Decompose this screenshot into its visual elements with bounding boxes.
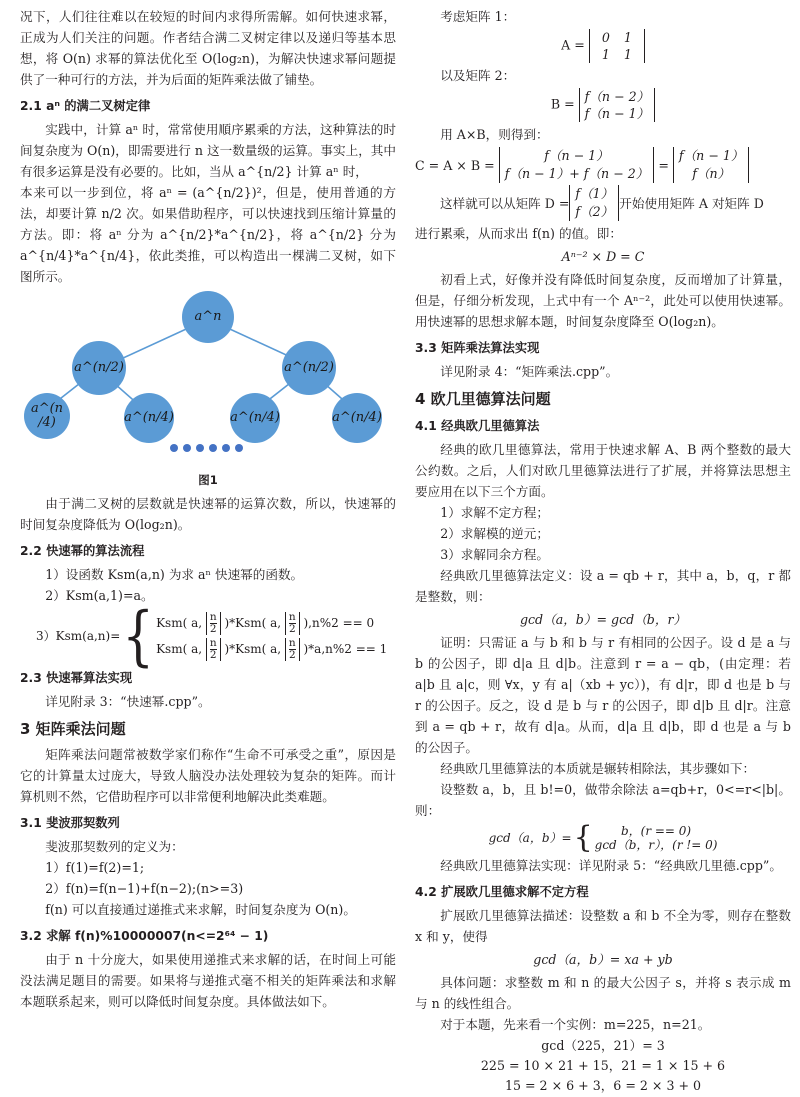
matrix-product-label: 用 A×B，则得到： xyxy=(440,127,549,142)
matrix-b-equation: B = f（n − 2） f（n − 1） xyxy=(415,88,791,122)
ksm-case-odd: Ksm( a, $\frac{n}{2} )*Ksm$( a, $\frac{n}{2} )*a,n\%2 == 1$ xyxy=(156,637,388,661)
ext-euclid-problem: 具体问题：求整数 m 和 n 的最大公因子 s，并将 s 表示成 m 与 n 的线性组合。 xyxy=(415,975,791,1011)
section-3-paragraph: 矩阵乘法问题常被数学家们称作“生命不可承受之重”，原因是它的计算量太过庞大，导致人脑没办法处理较为复杂的矩阵。而计算机则不然，它借助程序可以非常便利地解决此类难题。 xyxy=(20,747,396,804)
euclid-essence: 经典欧几里德算法的本质就是辗转相除法，其步骤如下： xyxy=(440,761,756,776)
matrix-d: f（1） f（2） xyxy=(569,185,619,221)
figure-caption: 图1 xyxy=(198,473,218,487)
euclid-proof: 证明：只需证 a 与 b 和 b 与 r 有相同的公因子。设 d 是 a 与 b 的公因子，即 d|a 且 d|b。注意到 r = a − qb，(由定理：若 a|b 且 a|c，则 ∀x，y 有 a|（xb + yc）)，有 d|r，即 d 也是 b 与 r 的公因子。反之，设 d 是 b 与 r 的公因子，即 d|b 且 d|r。注意到 a = qb + r，故有 d|a。从而，d|a 且 d|b，即 d 也是 a 与 b 的公因子。 xyxy=(415,635,791,755)
section-4-1-paragraph: 经典的欧几里德算法，常用于快速求解 A、B 两个整数的最大公约数。之后，人们对欧几里德算法进行了扩展，并将算法思想主要应用在以下三个方面。 xyxy=(415,442,791,499)
euclid-implementation: 经典欧几里德算法实现：详见附录 5：“经典欧几里德.cpp”。 xyxy=(440,858,782,873)
tree-node-right: a^(n/2) xyxy=(282,341,336,395)
fibonacci-rule-2: 2）f(n)=f(n−1)+f(n−2);(n>=3) xyxy=(45,881,244,896)
ksm-step-1: 1）设函数 Ksm(a,n) 为求 aⁿ 快速幂的函数。 xyxy=(45,567,304,582)
tree-leaf-1: a^(n /4) xyxy=(24,393,70,439)
section-2-3-heading: 2.3 快速幂算法实现 xyxy=(20,671,133,685)
euclid-definition: 经典欧几里德算法定义：设 a = qb + r，其中 a，b，q，r 都是整数，则： xyxy=(415,568,791,604)
section-2-2-heading: 2.2 快速幂的算法流程 xyxy=(20,544,145,558)
euclid-steps: 设整数 a，b，且 b!=0，做带余除法 a=qb+r，0<=r<|b|。则： xyxy=(415,782,791,818)
section-3-1-heading: 3.1 斐波那契数列 xyxy=(20,816,120,830)
section-2-3-paragraph: 详见附录 3：“快速幂.cpp”。 xyxy=(45,694,211,709)
example-step-2: 15 = 2 × 6 + 3，6 = 2 × 3 + 0 xyxy=(504,1078,702,1093)
fibonacci-complexity: f(n) 可以直接通过递推式来求解，时间复杂度为 O(n)。 xyxy=(45,902,356,917)
section-3-heading: 3 矩阵乘法问题 xyxy=(20,720,126,738)
ksm-step-3-label: 3）Ksm(a,n)= xyxy=(36,628,121,643)
application-2: 2）求解模的逆元； xyxy=(440,526,549,541)
matrix-a-equation: A = 0 1 1 1 xyxy=(415,29,791,63)
matrix-d-line: 这样就可以从矩阵 D = f（1） f（2） 开始使用矩阵 A 对矩阵 D xyxy=(440,186,764,219)
section-3-3-paragraph: 详见附录 4：“矩阵乘法.cpp”。 xyxy=(440,364,619,379)
tree-leaf-3: a^(n/4) xyxy=(230,393,280,443)
ext-euclid-example: 对于本题，先来看一个实例：m=225，n=21。 xyxy=(440,1017,711,1032)
example-step-1: 225 = 10 × 21 + 15，21 = 1 × 15 + 6 xyxy=(480,1058,726,1073)
section-3-2-heading: 3.2 求解 f(n)%10000007(n<=2⁶⁴ − 1) xyxy=(20,929,269,943)
tree-root-node: a^n xyxy=(182,291,234,343)
application-1: 1）求解不定方程； xyxy=(440,505,549,520)
matrix-1-label: 考虑矩阵 1： xyxy=(440,9,516,24)
application-3: 3）求解同余方程。 xyxy=(440,547,549,562)
section-3-3-heading: 3.3 矩阵乘法算法实现 xyxy=(415,341,540,355)
example-gcd: gcd（225，21）= 3 xyxy=(541,1038,665,1053)
gcd-equation: gcd（a，b）= gcd（b，r） xyxy=(519,612,687,627)
matrix-c-expanded: f（n − 1） f（n − 1）+ f（n − 2） xyxy=(499,147,655,183)
matrix-2-label: 以及矩阵 2： xyxy=(440,68,516,83)
matrix-a: 0 1 1 1 xyxy=(589,29,645,63)
fibonacci-def: 斐波那契数列的定义为： xyxy=(45,839,184,854)
section-2-1-paragraph-2: 本来可以一步到位，将 aⁿ = (a^{n/2})²，但是，使用普通的方法，却要计算 n/2 次。如果借助程序，可以快速找到压缩计算量的方法。即：将 aⁿ 分为 a^{n/2}*a^{n/2}，将 a^{n/2} 分为 a^{n/4}*a^{n/4}，依此类推，可以构造出一棵满二叉树，如下图所示。 xyxy=(20,185,396,284)
section-2-1-paragraph-1: 实践中，计算 aⁿ 时，常常使用順序累乘的方法，这种算法的时间复杂度为 O(n)，即需要进行 n 这一数量级的运算。事实上，其中有很多运算是没有必要的。比如，当从 a^{n/2} 计算 aⁿ 时， xyxy=(20,122,396,179)
section-4-heading: 4 欧几里德算法问题 xyxy=(415,390,551,408)
section-2-1-heading: 2.1 aⁿ 的满二叉树定律 xyxy=(20,99,151,113)
gcd-case-zero: b，(r == 0) xyxy=(620,824,692,838)
right-column xyxy=(415,6,791,1097)
intro-paragraph: 况下，人们往往难以在较短的时间内求得所需解。如何快速求幂，正成为人们关注的问题。作者结合满二叉树定律以及递归等基本思想，将 O(n) 求幂的算法优化至 O(log₂n)，为解决快速求幂问题提供了一种可行的方法，并为后面的矩阵乘法做了铺垫。 xyxy=(20,9,396,87)
ksm-step-2: 2）Ksm(a,1)=a。 xyxy=(45,588,154,603)
tree-leaf-2: a^(n/4) xyxy=(124,393,174,443)
ksm-recursive-formula xyxy=(36,598,396,674)
section-3-2-paragraph: 由于 n 十分庞大，如果使用递推式来求解的话，在时间上可能没法满足题目的需要。如果将与递推式毫不相关的矩阵乘法和求解本题联系起来，则可以降低时间复杂度。具体做法如下。 xyxy=(20,952,396,1009)
gcd-case-nonzero: gcd（b，r），(r != 0) xyxy=(594,838,718,852)
complexity-paragraph: 初看上式，好像并没有降低时间复杂度，反而增加了计算量，但是，仔细分析发现，上式中有一个 Aⁿ⁻²，此处可以使用快速幂。用快速幂的思想求解本题，时间复杂度降至 O(log₂n)。 xyxy=(415,272,791,329)
tree-continuation-dots xyxy=(170,444,243,452)
matrix-d-continuation: 进行累乘，从而求出 f(n) 的值。即： xyxy=(415,226,622,241)
ext-euclid-description: 扩展欧几里德算法描述：设整数 a 和 b 不全为零，则存在整数 x 和 y，使得 xyxy=(415,908,791,944)
ksm-case-even: Ksm( a, $\frac{n}{2} )*Ksm$( a, $\frac{n}{2} ),n\%2 == 0$ xyxy=(156,611,375,635)
section-4-1-heading: 4.1 经典欧几里德算法 xyxy=(415,419,540,433)
section-4-2-heading: 4.2 扩展欧几里德求解不定方程 xyxy=(415,885,589,899)
binary-tree-figure xyxy=(20,291,396,476)
section-2-1-paragraph-3: 由于满二叉树的层数就是快速幂的运算次数，所以，快速幂的时间复杂度降低为 O(log₂n)。 xyxy=(20,496,396,532)
bezout-equation: gcd（a，b）= xa + yb xyxy=(533,952,673,967)
tree-leaf-4: a^(n/4) xyxy=(332,393,382,443)
matrix-c-simplified: f（n − 1） f（n） xyxy=(673,147,750,183)
gcd-piecewise: gcd（a，b）= { b，(r == 0) gcd（b，r），(r != 0) xyxy=(488,820,718,855)
fibonacci-rule-1: 1）f(1)=f(2)=1; xyxy=(45,860,145,875)
left-brace: { xyxy=(122,598,155,674)
left-column xyxy=(20,6,396,1012)
power-equation: Aⁿ⁻² × D = C xyxy=(561,249,645,264)
tree-node-left: a^(n/2) xyxy=(72,341,126,395)
matrix-b: f（n − 2） f（n − 1） xyxy=(579,88,656,122)
matrix-c-equation: C = A × B = f（n − 1） f（n − 1）+ f（n − 2） = f（n − 1） f（n） xyxy=(415,147,791,183)
